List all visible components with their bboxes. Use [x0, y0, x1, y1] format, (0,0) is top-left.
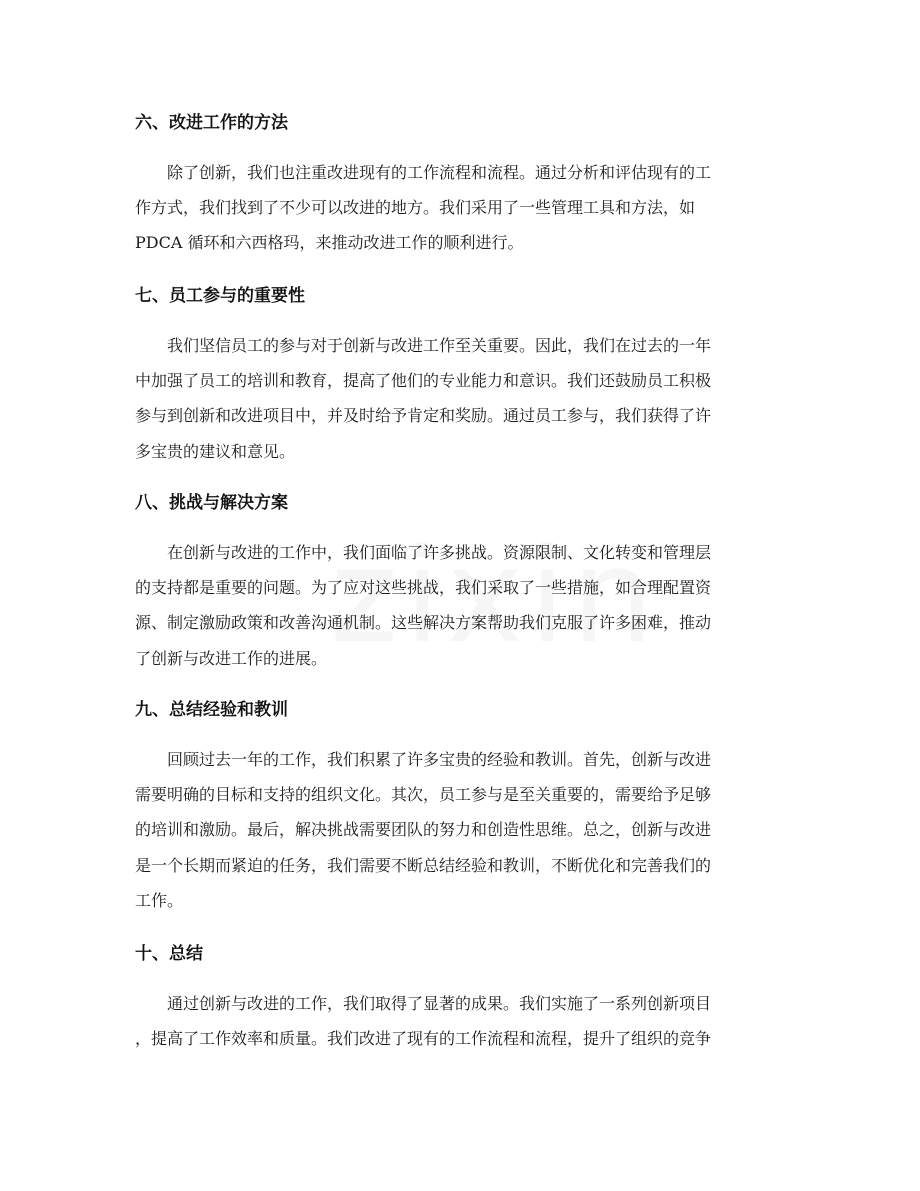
- paragraph-line: 回顾过去一年的工作，我们积累了许多宝贵的经验和教训。首先，创新与改进: [167, 750, 712, 769]
- section-7: [135, 284, 785, 469]
- paragraph-line: 是一个长期而紧迫的任务，我们需要不断总结经验和教训，不断优化和完善我们的: [135, 855, 712, 875]
- paragraph-line: 作方式，我们找到了不少可以改进的地方。我们采用了一些管理工具和方法，如: [135, 198, 696, 218]
- section-6: [135, 111, 785, 261]
- paragraph-line: PDCA 循环和六西格玛，来推动改进工作的顺利进行。: [135, 233, 524, 253]
- paragraph-line: 的培训和激励。最后，解决挑战需要团队的努力和创造性思维。总之，创新与改进: [135, 820, 712, 840]
- paragraph-line: 我们坚信员工的参与对于创新与改进工作至关重要。因此，我们在过去的一年: [167, 336, 712, 355]
- section-heading: 六、改进工作的方法: [135, 113, 288, 133]
- section-paragraph: [135, 742, 785, 918]
- paragraph-line: ，提高了工作效率和质量。我们改进了现有的工作流程和流程，提升了组织的竞争: [135, 1029, 712, 1049]
- paragraph-line: 了创新与改进工作的进展。: [135, 648, 328, 668]
- section-heading: 七、员工参与的重要性: [135, 286, 305, 306]
- paragraph-line: 源、制定激励政策和改善沟通机制。这些解决方案帮助我们克服了许多困难，推动: [135, 613, 712, 633]
- paragraph-line: 通过创新与改进的工作，我们取得了显著的成果。我们实施了一系列创新项目: [167, 994, 712, 1013]
- paragraph-line: 的支持都是重要的问题。为了应对这些挑战，我们采取了一些措施，如合理配置资: [135, 578, 712, 598]
- section-heading: 八、挑战与解决方案: [135, 493, 288, 513]
- section-9: [135, 698, 785, 918]
- section-10: [135, 942, 785, 1056]
- paragraph-line: 除了创新，我们也注重改进现有的工作流程和流程。通过分析和评估现有的工: [167, 163, 712, 182]
- paragraph-line: 需要明确的目标和支持的组织文化。其次，员工参与是至关重要的，需要给予足够: [135, 785, 712, 805]
- section-paragraph: [135, 328, 785, 469]
- paragraph-line: 工作。: [135, 890, 184, 910]
- section-paragraph: [135, 986, 785, 1056]
- section-heading: 十、总结: [135, 944, 203, 964]
- section-heading: 九、总结经验和教训: [135, 700, 288, 720]
- paragraph-line: 在创新与改进的工作中，我们面临了许多挑战。资源限制、文化转变和管理层: [167, 543, 712, 562]
- paragraph-line: 多宝贵的建议和意见。: [135, 441, 296, 461]
- paragraph-line: 中加强了员工的培训和教育，提高了他们的专业能力和意识。我们还鼓励员工积极: [135, 371, 712, 391]
- section-paragraph: [135, 535, 785, 676]
- section-8: [135, 491, 785, 676]
- paragraph-line: 参与到创新和改进项目中，并及时给予肯定和奖励。通过员工参与，我们获得了许: [135, 406, 712, 426]
- section-paragraph: [135, 155, 785, 261]
